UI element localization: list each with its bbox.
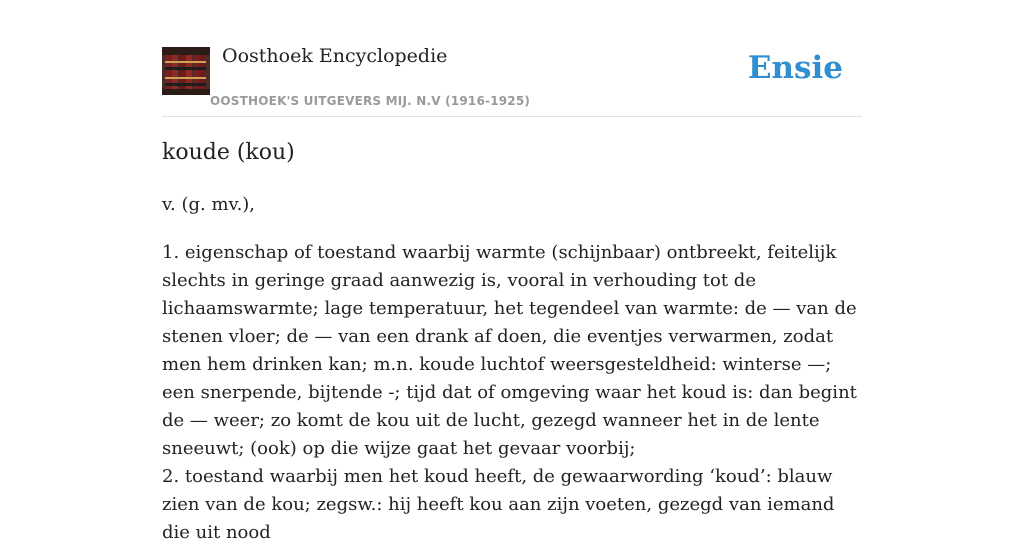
definition-sense: 1. eigenschap of toestand waarbij warmte (schijnbaar) ontbreekt, feitelijk slechts in geringe graad aanwezig is, vooral in verhouding tot de lichaamswarmte; lage temperatuur, het tegendeel van warmte: de — van de stenen vloer; de — van een drank af doen, die eventjes verwarmen, zodat men hem drinken kan; m.n. koude luchtof weersgesteldheid: winterse —; een snerpende, bijtende -; tijd dat of omgeving waar het koud is: dan begint de — weer; zo komt de kou uit de lucht, gezegd wanneer het in de lente sneeuwt; (ook) op die wijze gaat het gevaar voorbij; <box>162 242 857 459</box>
site-header <box>162 0 862 117</box>
entry-headword: koude (kou) <box>162 140 295 165</box>
encyclopedia-books-icon[interactable] <box>162 47 210 95</box>
entry-definition <box>162 239 862 547</box>
brand-logo[interactable]: Ensie <box>747 50 843 86</box>
publisher-label: OOSTHOEK'S UITGEVERS MIJ. N.V (1916-1925) <box>210 94 531 108</box>
site-title[interactable]: Oosthoek Encyclopedie <box>222 45 448 67</box>
entry-grammar: v. (g. mv.), <box>162 194 256 215</box>
definition-sense: 2. toestand waarbij men het koud heeft, de gewaarwording ‘koud’: blauw zien van de kou; zegsw.: hij heeft kou aan zijn voeten, gezegd van iemand die uit nood <box>162 466 835 543</box>
